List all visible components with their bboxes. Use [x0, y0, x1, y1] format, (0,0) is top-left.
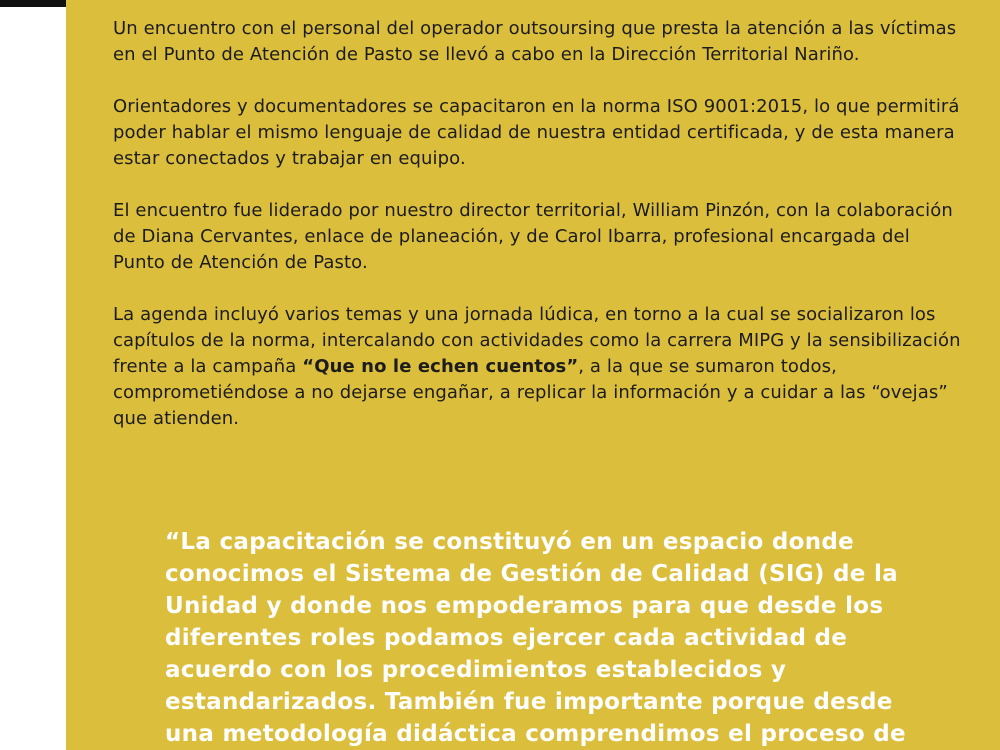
pull-quote: “La capacitación se constituyó en un espacio donde conocimos el Sistema de Gestión de Calidad (SIG) de la Unidad y donde nos empoderamos para que desde los diferentes roles podamos ejercer cada actividad de acuerdo con los procedimientos establecidos y estandarizados. También fue importante porque desde una metodología didáctica comprendimos el proceso de — [165, 529, 906, 747]
article-body — [113, 16, 963, 458]
paragraph-2: Orientadores y documentadores se capacitaron en la norma ISO 9001:2015, lo que permitirá poder hablar el mismo lenguaje de calidad de nuestra entidad certificada, y de esta manera estar conectados y trabajar en equipo. — [113, 96, 960, 169]
paragraph-1: Un encuentro con el personal del operador outsoursing que presta la atención a las víctimas en el Punto de Atención de Pasto se llevó a cabo en la Dirección Territorial Nariño. — [113, 18, 957, 65]
paragraph-4-outro: , a la que se sumaron todos, comprometiéndose a no dejarse engañar, a replicar la información y a cuidar a las “ovejas” que atienden. — [113, 356, 948, 429]
paragraph-3: El encuentro fue liderado por nuestro director territorial, William Pinzón, con la colaboración de Diana Cervantes, enlace de planeación, y de Carol Ibarra, profesional encargada del Punto de Atención de Pasto. — [113, 200, 953, 273]
paragraph-4-intro: La agenda incluyó varios temas y una jornada lúdica, en torno a la cual se socializaron los capítulos de la norma, intercalando con actividades como la carrera MIPG y la sensibilización frente a la campaña — [113, 304, 961, 377]
article-panel — [66, 0, 1000, 750]
campaign-name: “Que no le echen cuentos” — [302, 356, 579, 377]
corner-mark — [0, 0, 66, 7]
paragraph-4 — [113, 302, 963, 432]
